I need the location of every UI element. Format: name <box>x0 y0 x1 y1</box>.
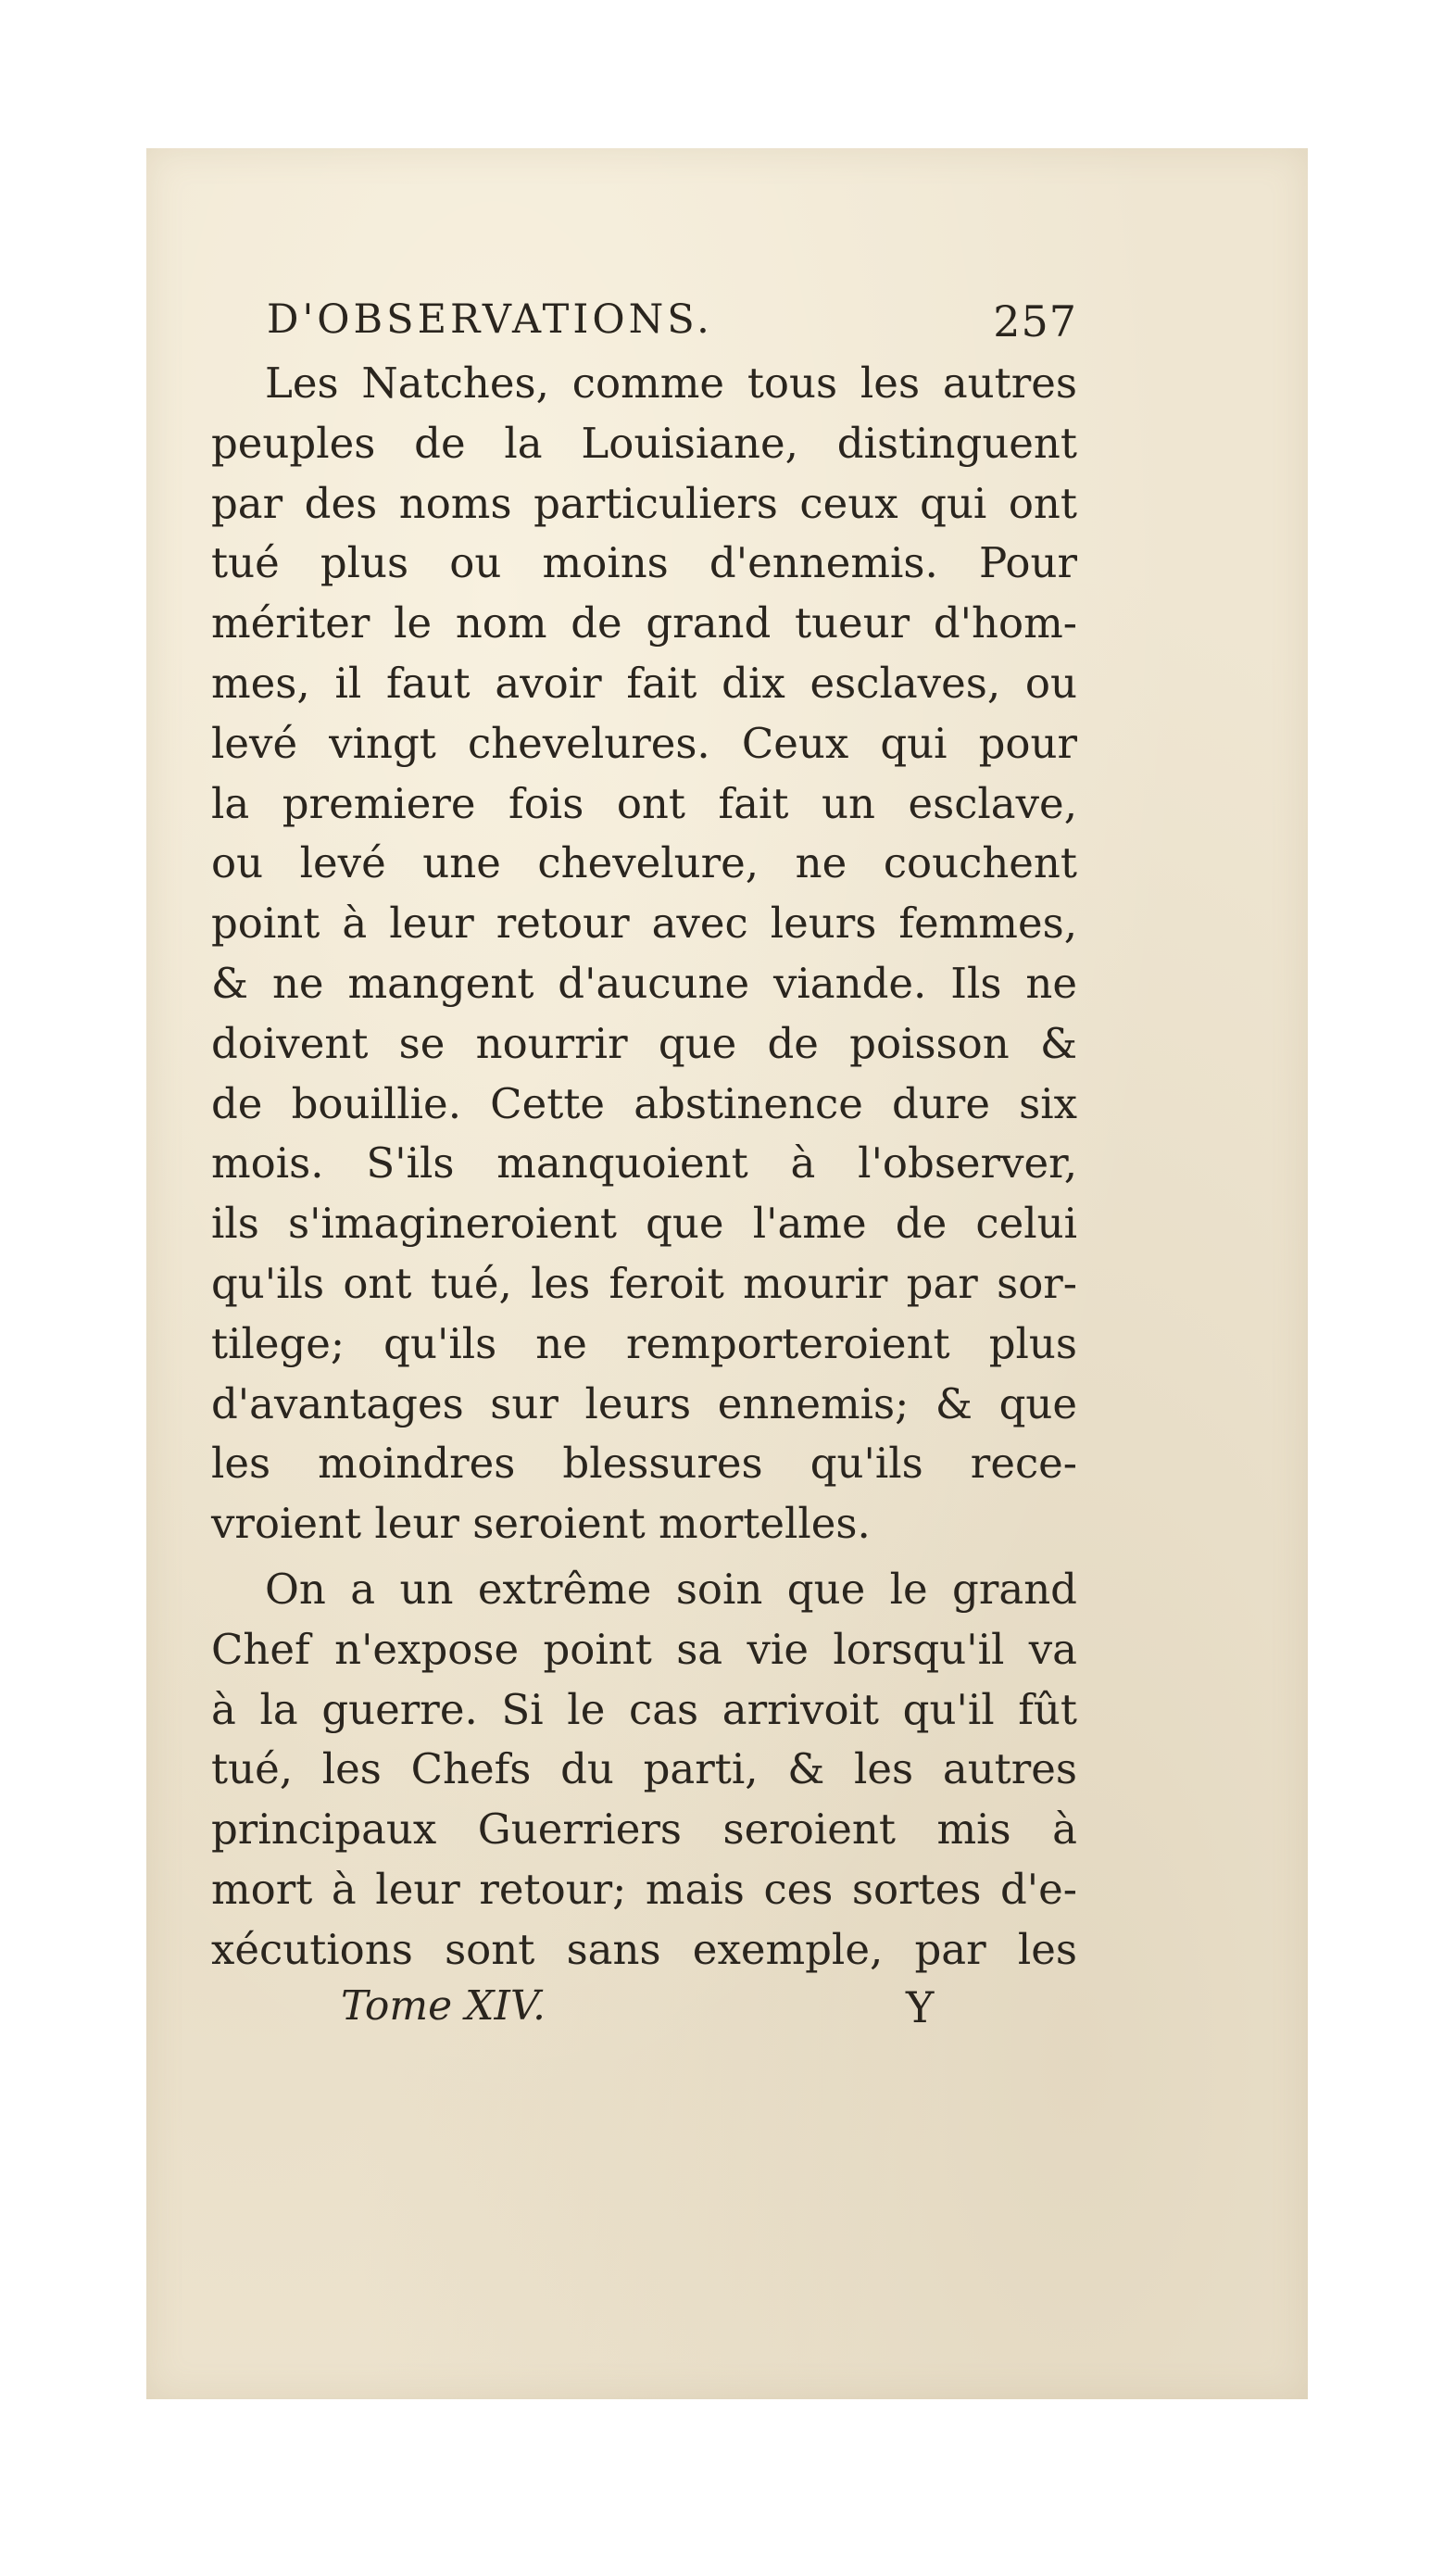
book-page <box>146 148 1308 2399</box>
signature-mark: Y <box>906 1981 935 2032</box>
text-line: peuples de la Louisiane, distinguent <box>211 418 1077 468</box>
paragraph-2 <box>211 1560 1077 1981</box>
text-line: la premiere fois ont fait un esclave, <box>211 778 1077 828</box>
text-line: Chef n'expose point sa vie lorsqu'il va <box>211 1624 1077 1674</box>
text-line: Les Natches, comme tous les autres <box>265 358 1077 408</box>
text-line: à la guerre. Si le cas arrivoit qu'il fût <box>211 1684 1077 1734</box>
text-line: les moindres blessures qu'ils rece- <box>211 1439 1077 1489</box>
text-line: ils s'imagineroient que l'ame de celui <box>211 1199 1077 1249</box>
text-line: par des noms particuliers ceux qui ont <box>211 478 1077 528</box>
text-line: mes, il faut avoir fait dix esclaves, ou <box>211 658 1077 708</box>
text-line: mériter le nom de grand tueur d'hom- <box>211 598 1077 648</box>
text-line: mort à leur retour; mais ces sortes d'e- <box>211 1864 1077 1914</box>
text-line: ou levé une chevelure, ne couchent <box>211 838 1077 888</box>
text-line: mois. S'ils manquoient à l'observer, <box>211 1138 1077 1188</box>
text-line: tué plus ou moins d'ennemis. Pour <box>211 538 1077 588</box>
text-line: & ne mangent d'aucune viande. Ils ne <box>211 958 1077 1008</box>
text-line: qu'ils ont tué, les feroit mourir par sor- <box>211 1258 1077 1308</box>
text-line: point à leur retour avec leurs femmes, <box>211 899 1077 949</box>
text-line: d'avantages sur leurs ennemis; & que <box>211 1378 1077 1428</box>
text-line: tilege; qu'ils ne remporteroient plus <box>211 1318 1077 1368</box>
text-line: de bouillie. Cette abstinence dure six <box>211 1078 1077 1128</box>
text-line: xécutions sont sans exemple, par les <box>211 1924 1077 1974</box>
text-line: doivent se nourrir que de poisson & <box>211 1018 1077 1068</box>
text-line: levé vingt chevelures. Ceux qui pour <box>211 718 1077 768</box>
running-header <box>211 296 1077 354</box>
page-footer <box>211 1982 1077 2038</box>
running-title: D'OBSERVATIONS. <box>267 296 713 343</box>
paragraph-1 <box>211 354 1077 1554</box>
text-block <box>211 296 1077 2038</box>
text-line: On a un extrême soin que le grand <box>265 1564 1077 1614</box>
text-line: vroient leur seroient mortelles. <box>211 1499 871 1549</box>
text-line: principaux Guerriers seroient mis à <box>211 1805 1077 1855</box>
volume-label: Tome XIV. <box>341 1981 546 2030</box>
text-line: tué, les Chefs du parti, & les autres <box>211 1744 1077 1794</box>
page-number: 257 <box>993 296 1077 346</box>
